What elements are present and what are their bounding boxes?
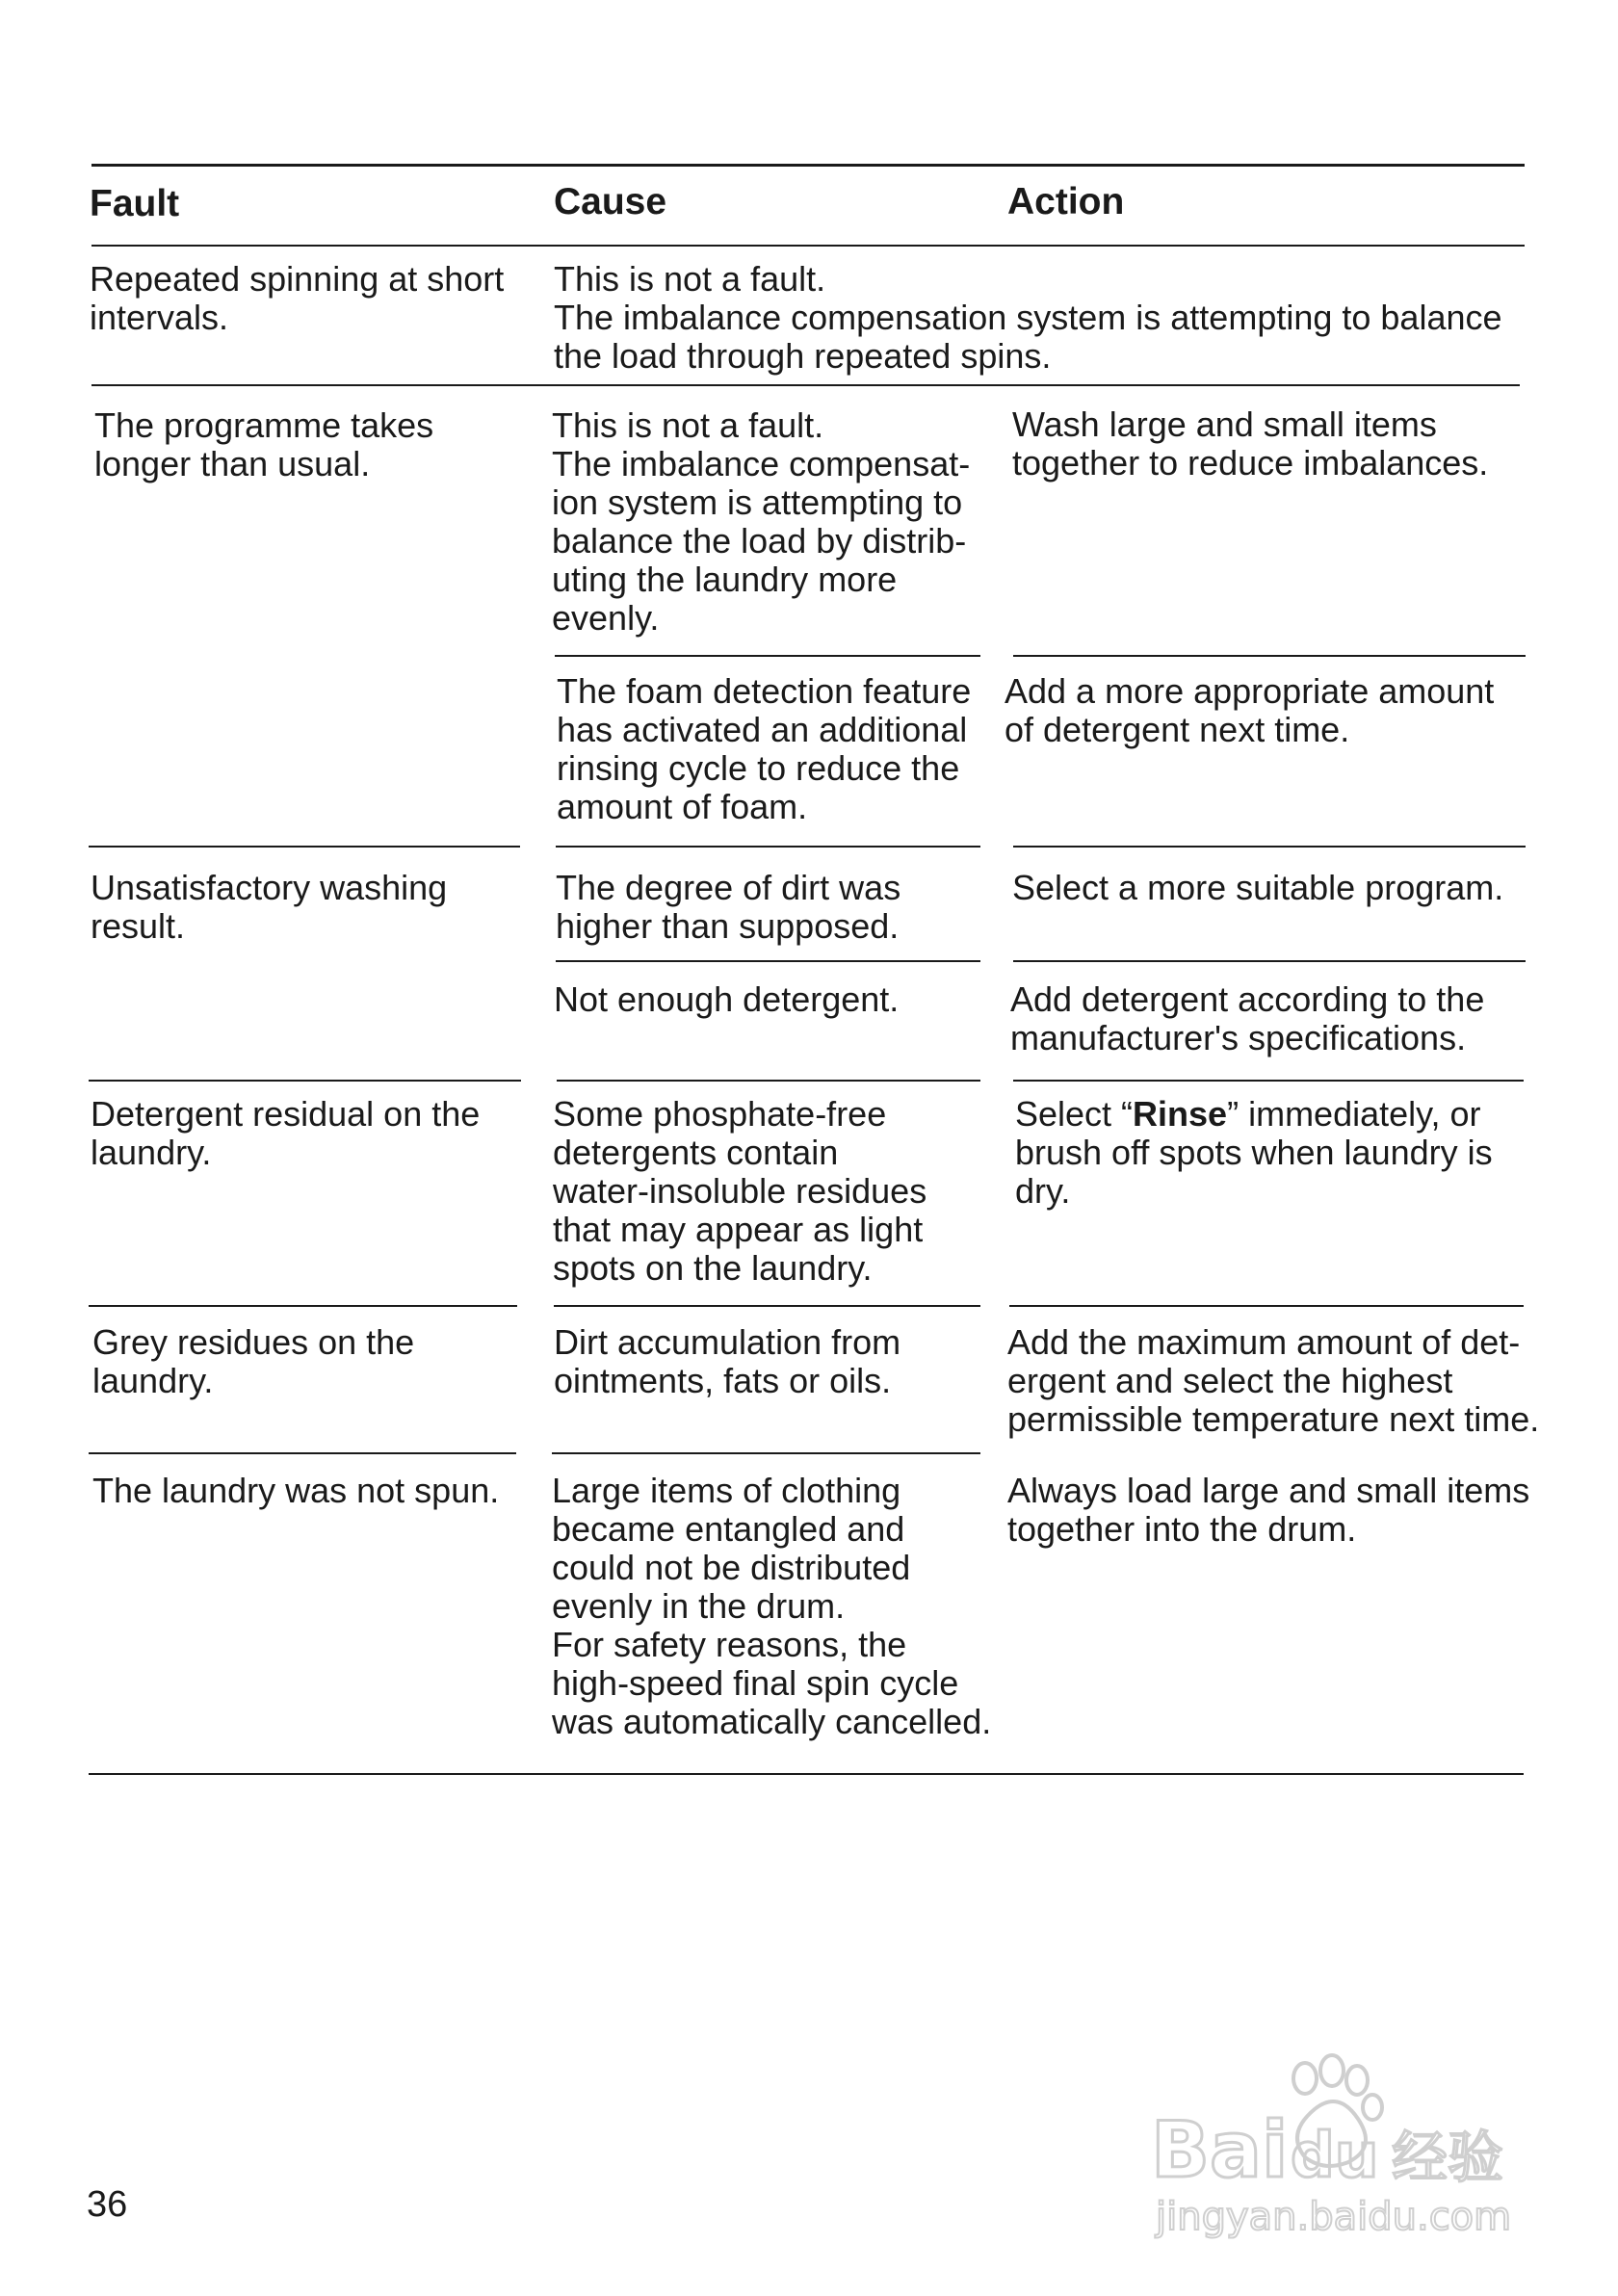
row3-cause-sep (556, 960, 980, 962)
header-fault: Fault (90, 183, 180, 224)
row4-action-post: ” immediately, or brush off spots when laundry is dry. (1015, 1094, 1493, 1211)
rinse-keyword: Rinse (1133, 1094, 1228, 1134)
row2-action-bottom-rule (1013, 846, 1526, 848)
header-action: Action (1007, 181, 1125, 222)
row2-cause-sep (555, 655, 980, 657)
row3-fault: Unsatisfactory washing result. (91, 868, 448, 946)
row1-fault: Repeated spinning at short intervals. (90, 259, 505, 337)
row3-action1: Select a more suitable program. (1012, 868, 1504, 907)
header-bottom-rule (91, 245, 1525, 247)
row4-action-pre: Select “ (1015, 1094, 1134, 1134)
table-bottom-rule (89, 1773, 1524, 1775)
row3-fault-bottom-rule (89, 1080, 521, 1082)
row4-cause-bottom-rule (554, 1305, 980, 1307)
row4-fault: Detergent residual on the laundry. (91, 1094, 481, 1172)
svg-text:du: du (1291, 2121, 1379, 2192)
header-cause: Cause (554, 181, 667, 222)
row5-action: Add the maximum amount of det- ergent and select the highest permissible temperature next time. (1007, 1322, 1540, 1439)
row6-action: Always load large and small items together into the drum. (1007, 1471, 1530, 1549)
row3-action2: Add detergent according to the manufacturer's specifications. (1010, 979, 1485, 1057)
row4-action-bottom-rule (1009, 1305, 1524, 1307)
row6-cause: Large items of clothing became entangled and could not be distributed evenly in the drum. For safety reasons, the high-speed final spin cycle was automatically cancelled. (552, 1471, 992, 1741)
row5-fault: Grey residues on the laundry. (92, 1322, 415, 1400)
row4-cause: Some phosphate-free detergents contain water-insoluble residues that may appear as light spots on the laundry. (553, 1094, 927, 1288)
row2-cause-bottom-rule (556, 846, 980, 848)
row2-fault: The programme takes longer than usual. (94, 405, 434, 483)
row3-cause2: Not enough detergent. (554, 979, 900, 1019)
page-number: 36 (87, 2184, 128, 2225)
svg-text:Bai: Bai (1151, 2105, 1289, 2195)
svg-text:经验: 经验 (1392, 2125, 1504, 2190)
row2-cause1: This is not a fault. The imbalance compensat- ion system is attempting to balance the load by distrib- uting the laundry more evenly. (552, 405, 971, 638)
row4-fault-bottom-rule (89, 1305, 517, 1307)
table-top-rule (91, 164, 1525, 167)
row1-cause: This is not a fault. The imbalance compensation system is attempting to balance the load through repeated spins. (554, 259, 1502, 376)
baidu-paw-logo-icon (1151, 2051, 1536, 2244)
row6-fault: The laundry was not spun. (92, 1471, 500, 1510)
row3-cause1: The degree of dirt was higher than supposed. (556, 868, 901, 946)
row2-action-sep (1013, 655, 1526, 657)
row2-action1: Wash large and small items together to reduce imbalances. (1012, 404, 1489, 483)
row5-cause-bottom-rule (552, 1452, 980, 1454)
row2-cause2: The foam detection feature has activated an additional rinsing cycle to reduce the amount of foam. (557, 671, 972, 826)
row3-cause-bottom-rule (557, 1080, 980, 1082)
row5-fault-bottom-rule (89, 1452, 516, 1454)
row3-action-sep (1013, 960, 1526, 962)
baidu-watermark (1151, 2051, 1536, 2244)
row4-action (1015, 1095, 1493, 1211)
row5-cause: Dirt accumulation from ointments, fats or oils. (554, 1322, 901, 1400)
row2-action2: Add a more appropriate amount of detergent next time. (1005, 671, 1495, 749)
row3-action-bottom-rule (1013, 1080, 1524, 1082)
row2-fault-bottom-rule (89, 846, 520, 848)
svg-text:jingyan.baidu.com: jingyan.baidu.com (1156, 2195, 1512, 2239)
row1-bottom-rule (91, 384, 1520, 386)
